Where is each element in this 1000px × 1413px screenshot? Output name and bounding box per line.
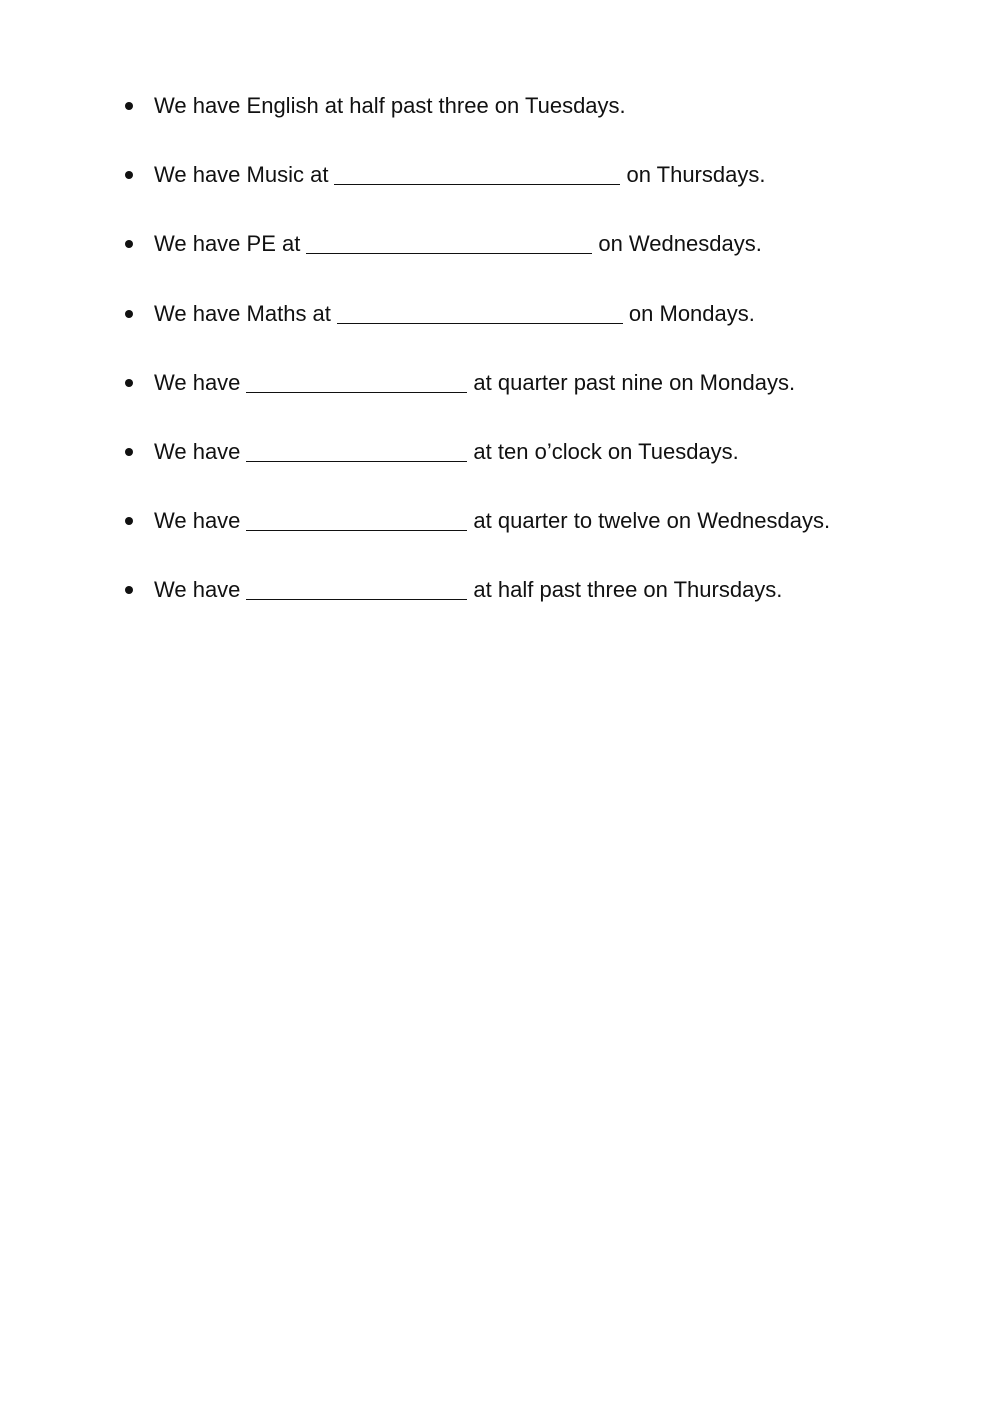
sentence-before: We have PE at — [154, 231, 301, 257]
sentence-after: at quarter to twelve on Wednesdays. — [473, 508, 831, 534]
sentence-after: on Mondays. — [628, 300, 755, 326]
answer-blank[interactable] — [306, 252, 592, 254]
sentence-before: We have — [154, 508, 241, 534]
answer-blank[interactable] — [334, 183, 620, 185]
answer-blank[interactable] — [246, 460, 467, 462]
bullet-icon — [125, 171, 133, 179]
sentence-item — [121, 504, 961, 573]
answer-blank[interactable] — [246, 598, 467, 600]
sentence-item — [121, 158, 961, 227]
sentence-text — [154, 435, 739, 469]
sentence-after: at quarter past nine on Mondays. — [473, 369, 796, 395]
sentence-before: We have — [154, 438, 241, 464]
answer-blank[interactable] — [246, 529, 467, 531]
sentence-text — [154, 158, 765, 192]
sentence-text — [154, 504, 830, 538]
bullet-icon — [125, 379, 133, 387]
sentence-before: We have — [154, 577, 241, 603]
sentence-before: We have Music at — [154, 162, 329, 188]
sentence-after: on Wednesdays. — [598, 231, 762, 257]
bullet-icon — [125, 517, 133, 525]
sentence-after: at ten o’clock on Tuesdays. — [473, 438, 739, 464]
bullet-icon — [125, 310, 133, 318]
sentence-after: at half past three on Thursdays. — [473, 577, 783, 603]
sentence-text — [154, 297, 755, 331]
answer-blank[interactable] — [337, 322, 623, 324]
sentence-item — [121, 435, 961, 504]
sentence-before: We have — [154, 369, 241, 395]
bullet-icon — [125, 448, 133, 456]
bullet-icon — [125, 586, 133, 594]
answer-blank[interactable] — [246, 391, 467, 393]
sentence-list — [121, 89, 961, 643]
bullet-icon — [125, 102, 133, 110]
sentence-after: on Thursdays. — [626, 162, 766, 188]
sentence-text — [154, 366, 795, 400]
sentence-item — [121, 573, 961, 642]
sentence-item — [121, 227, 961, 296]
sentence-text — [154, 227, 762, 261]
sentence-item — [121, 89, 961, 158]
sentence-item — [121, 366, 961, 435]
bullet-icon — [125, 240, 133, 248]
sentence-before: We have Maths at — [154, 300, 331, 326]
sentence-item — [121, 297, 961, 366]
sentence-text — [154, 89, 626, 123]
sentence-full: We have English at half past three on Tuesdays. — [154, 93, 626, 118]
sentence-text — [154, 573, 782, 607]
